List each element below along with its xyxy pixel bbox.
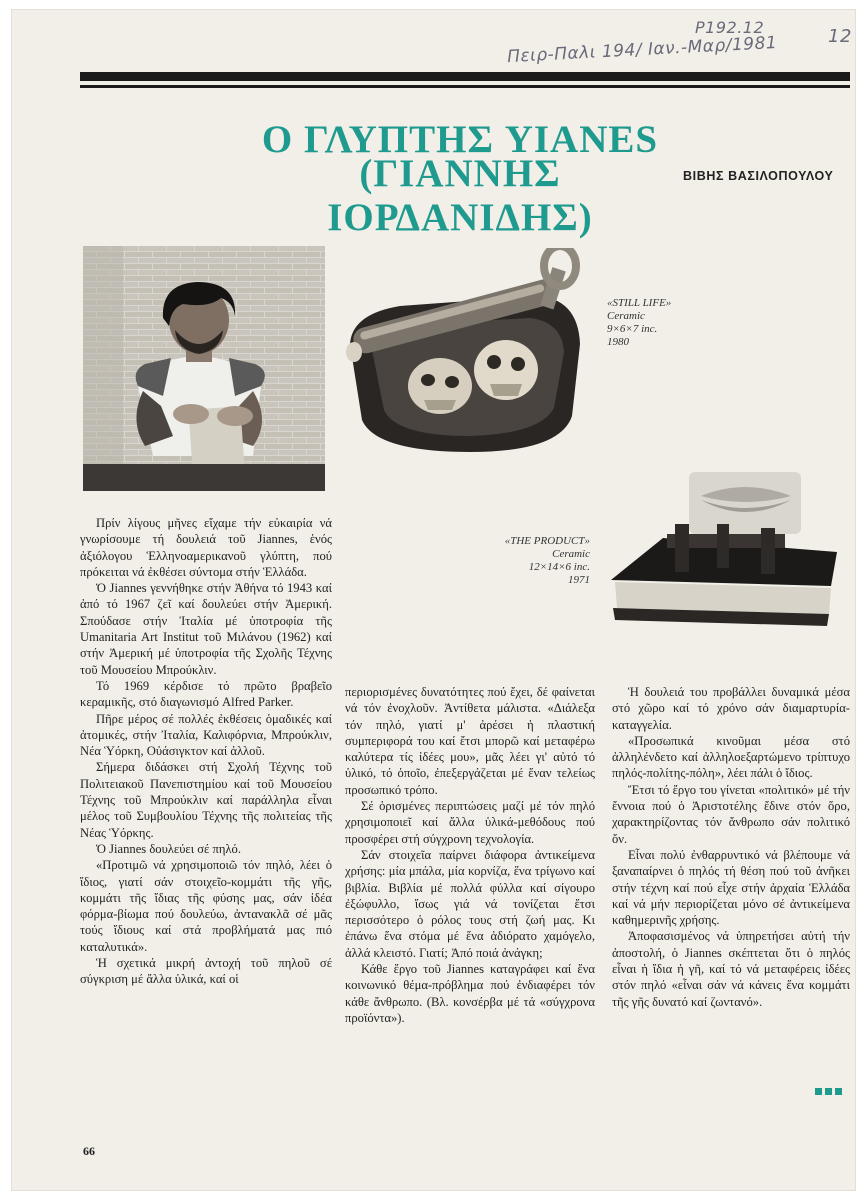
paragraph: Εἶναι πολύ ἐνθαρρυντικό νά βλέπουμε νά ξαναπαίρνει ὁ πηλός τή θέση πού τοῦ ἀνῆκει στήν τέχνη καί πού εἶχε στήν ἀρχαία Ἑλλάδα καί νά μήν περιορίζεται μόνο σέ ἀντικείμενα καθημερινῆς χρήσης. <box>612 847 850 928</box>
header-rule-thick <box>80 72 850 81</box>
paragraph: Σήμερα διδάσκει στή Σχολή Τέχνης τοῦ Πολιτειακοῦ Πανεπιστημίου καί τοῦ Μουσείου Τέχνης τοῦ Μπρούκλιν καί παράλληλα εἶναι μέλος τοῦ Συμβουλίου Τέχνης τῆς πολιτείας τῆς Νέας Ὑόρκης. <box>80 760 332 840</box>
handwritten-reference: P192.12 <box>695 18 765 37</box>
article-author: ΒΙΒΗΣ ΒΑΣΙΛΟΠΟΥΛΟΥ <box>683 169 834 183</box>
article-column-middle <box>345 684 595 1026</box>
still-life-sculpture-image <box>340 248 590 453</box>
paragraph: Ἔτσι τό ἔργο του γίνεται «πολιτικό» μέ τήν ἔννοια πού ὁ Ἀριστοτέλης ἔδινε στόν ὅρο, χαρακτηρίζοντας τόν ἄνθρωπο σάν πολιτικό ὄν. <box>612 782 850 846</box>
paragraph: Ἡ σχετικά μικρή ἀντοχή τοῦ πηλοῦ σέ σύγκριση μέ ἄλλα ὑλικά, καί οἱ <box>80 956 332 987</box>
still-life-material: Ceramic <box>607 310 645 322</box>
paragraph: Ὁ Jiannes δουλεύει σέ πηλό. <box>96 841 241 856</box>
header-rule-thin <box>80 85 850 88</box>
end-of-article-marker <box>815 1088 842 1095</box>
paragraph: «Προσωπικά κινοῦμαι μέσα στό ἀλληλένδετο καί ἀλληλοεξαρτώμενο τρίπτυχο πηλός-πολίτης-πόλη», λέει πάλι ὁ ἴδιος. <box>612 733 850 781</box>
sculptor-photo <box>83 246 325 491</box>
paragraph: Ἡ δουλειά του προβάλλει δυναμικά μέσα στό χῶρο καί τό χρόνο σάν διαμαρτυρία-καταγγελία. <box>612 685 850 732</box>
page-number: 66 <box>83 1144 95 1158</box>
article-column-left <box>80 515 332 988</box>
paragraph: περιορισμένες δυνατότητες πού ἔχει, δέ φαίνεται νά τόν ἐνοχλοῦν. Ἀντίθετα μάλιστα. «Διάλεξα τόν πηλό, γιατί μ' ἀρέσει ἡ πλαστική συμπεριφορά του καί ἔτσι μπορῶ καί μεταφέρω καλύτερα τίς ἰδέες μου», μᾶς λέει γι' αὐτό τό ὑλικό, τό ὁποῖο, ἐπεξεργάζεται μέ ἕναν τελείως προσωπικό τρόπο. <box>345 685 595 797</box>
article-title-line2: (ΓΙΑΝΝΗΣ ΙΟΡΔΑΝΙΔΗΣ) <box>327 152 593 239</box>
paragraph: Ὁ Jiannes γεννήθηκε στήν Ἀθήνα τό 1943 καί ἀπό τό 1967 ζεῖ καί δουλεύει στήν Ἀμερική. Σπούδασε στήν Ἰταλία μέ ὑποτροφία τῆς Umanitaria Art Institut τοῦ Μιλάνου (1962) καί στήν Ἀμερική μέ ὑποτροφία τῆς Σχολῆς Τέχνης τοῦ Μουσείου Μπρούκλιν. <box>80 581 332 677</box>
paragraph: Πῆρε μέρος σέ πολλές ἐκθέσεις ὁμαδικές καί ἀτομικές, στήν Ἰταλία, Καλιφόρνια, Μπρούκλιν, Νέα Ὑόρκη, Οὐάσιγκτον καί ἀλλοῦ. <box>80 711 332 759</box>
paragraph: Ἀποφασισμένος νά ὑπηρετήσει αὐτή τήν ἀποστολή, ὁ Jiannes σκέπτεται ὅτι ὁ πηλός εἶναι ἡ ἴδια ἡ γῆ, καί τό νά μεταφέρεις ἰδέες στόν πηλό «εἶναι σάν νά κάνεις ἕνα κομμάτι τῆς γῆς δυνατό καί ζωντανό». <box>612 929 850 1009</box>
sculptor-photo-image <box>83 246 325 491</box>
the-product-year: 1971 <box>568 574 590 586</box>
paragraph: Πρίν λίγους μῆνες εἴχαμε τήν εὐκαιρία νά γνωρίσουμε τή δουλειά τοῦ Jiannes, ἑνός ἀξιόλογου Ἑλληνοαμερικανοῦ γλύπτη, πού πρόκειται νά ἐκθέσει σύντομα στήν Ἑλλάδα. <box>80 516 332 579</box>
paragraph: «Προτιμῶ νά χρησιμοποιῶ τόν πηλό, λέει ὁ ἴδιος, γιατί σάν στοιχεῖο-κομμάτι τῆς γῆς, κομμάτι τῆς ἴδιας τῆς φύσης μας, σάν ἰδέα φόρμα-βίωμα πού δουλεύω, ἀντανακλᾶ σέ μᾶς τούς ἴδιους καί στά προβλήματά μας πιό καταλυτικά». <box>80 858 332 954</box>
paragraph: Τό 1969 κέρδισε τό πρῶτο βραβεῖο κεραμικῆς, στό διαγωνισμό Alfred Parker. <box>80 678 332 710</box>
marker-square <box>815 1088 822 1095</box>
handwritten-number: 12 <box>828 26 852 47</box>
still-life-year: 1980 <box>607 336 629 348</box>
the-product-size: 12×14×6 inc. <box>528 561 590 573</box>
handwritten-source-note: Πειρ-Παλι 194/ Ιαν.-Μαρ/1981 <box>506 32 778 68</box>
the-product-sculpture-drawing <box>605 468 843 638</box>
still-life-caption <box>607 297 671 349</box>
paragraph: Σέ ὁρισμένες περιπτώσεις μαζί μέ τόν πηλό χρησιμοποιεῖ καί ἄλλα ὑλικά-μεθόδους πού προσφέρει στή σύγχρονη τεχνολογία. <box>345 799 595 846</box>
article-column-right <box>612 684 850 1010</box>
paragraph: Κάθε ἔργο τοῦ Jiannes καταγράφει καί ἕνα κοινωνικό θέμα-πρόβλημα πού ἐνδιαφέρει τόν κάθε ἄνθρωπο. (Βλ. κονσέρβα μέ τά «σύγχρονα προϊόντα»). <box>345 962 595 1025</box>
article-title-line1: Ο ΓΛΥΠΤΗΣ YIANES <box>261 118 659 161</box>
the-product-sculpture-image <box>605 468 843 638</box>
the-product-title: «THE PRODUCT» <box>504 535 590 547</box>
still-life-title: «STILL LIFE» <box>607 297 672 309</box>
the-product-caption <box>480 535 590 587</box>
paragraph: Σάν στοιχεῖα παίρνει διάφορα ἀντικείμενα χρήσης: μία μπάλα, μία κορνίζα, ἕνα τρίγωνο καί βιβλία. Βιβλία μέ πολλά φύλλα καί σίγουρο ἐξώφυλλο, ἴσως γιά νά τονίζεται ἔτσι περισσότερο ὁ ρόλος τους στή ζωή μας. Κι ἐπάνω ἕνα στόμα μέ ἕνα ἀδιόρατο χαμόγελο, ἀλλά κλειστό. Γιατί; Ἀπό ποιά ἀνάγκη; <box>345 847 595 960</box>
still-life-sculpture-drawing <box>340 248 590 453</box>
marker-square <box>825 1088 832 1095</box>
marker-square <box>835 1088 842 1095</box>
the-product-material: Ceramic <box>552 548 590 560</box>
still-life-size: 9×6×7 inc. <box>607 323 658 335</box>
